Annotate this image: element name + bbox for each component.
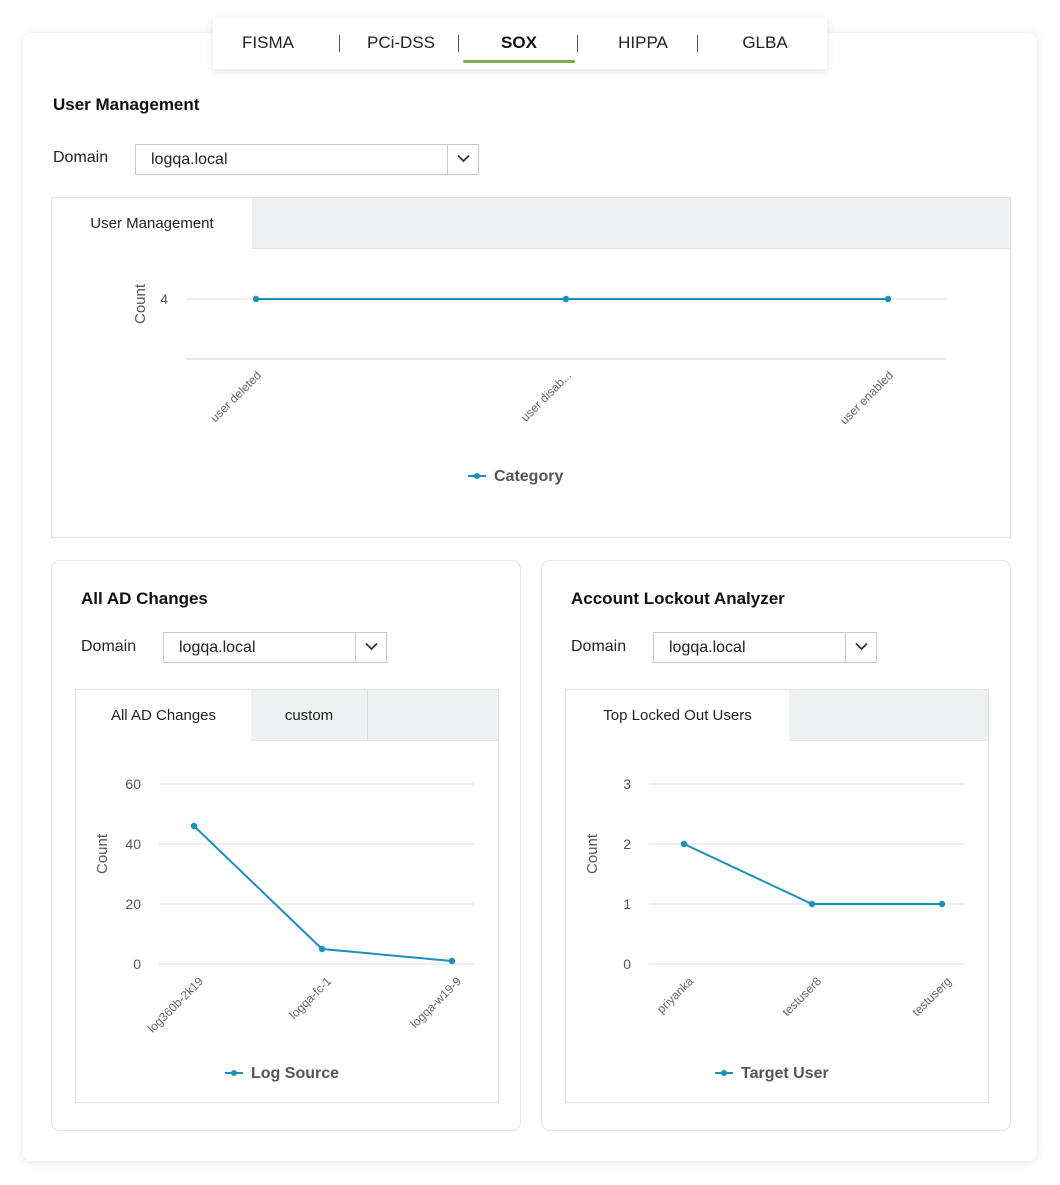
compliance-tab-bar	[213, 18, 827, 69]
all-ad-changes-card	[51, 560, 521, 1131]
user-management-title: User Management	[53, 95, 200, 114]
x-tick-label: logqa-fc-1	[286, 974, 335, 1022]
y-tick-label: 60	[125, 776, 141, 792]
tab-separator	[339, 35, 340, 52]
ad-changes-domain-select[interactable]	[163, 632, 387, 663]
x-tick-label: priyanka	[654, 974, 697, 1017]
tab-separator	[458, 35, 459, 52]
panel-tab-user-management[interactable]: User Management	[52, 198, 252, 249]
legend-marker	[474, 473, 480, 479]
y-tick-label: 0	[133, 956, 141, 972]
panel-tab-top-locked-out-users[interactable]: Top Locked Out Users	[566, 690, 789, 741]
data-point	[809, 901, 815, 907]
y-tick-label: 0	[623, 956, 631, 972]
y-axis-label: Count	[584, 833, 601, 875]
lockout-panel	[565, 689, 989, 1103]
data-point	[939, 901, 945, 907]
user-management-domain-select[interactable]	[135, 144, 479, 175]
tab-fisma[interactable]: FISMA	[242, 33, 294, 52]
ad-changes-panel	[75, 689, 499, 1103]
y-axis-label: Count	[94, 833, 111, 875]
chevron-down-icon[interactable]	[845, 633, 876, 662]
legend-label: Log Source	[251, 1065, 340, 1082]
lockout-chart	[566, 742, 988, 1103]
domain-select-value: logqa.local	[669, 639, 746, 656]
data-point	[449, 958, 455, 964]
panel-tab-strip	[52, 198, 1010, 249]
domain-select-value: logqa.local	[151, 151, 228, 168]
domain-label: Domain	[53, 149, 109, 166]
legend-marker	[721, 1070, 727, 1076]
data-point	[563, 296, 569, 302]
legend-marker	[231, 1070, 237, 1076]
tab-pci-dss[interactable]: PCi-DSS	[366, 33, 435, 52]
tab-separator	[577, 35, 578, 52]
x-tick-label: user enabled	[837, 368, 897, 428]
x-tick-label: testuser8	[779, 974, 825, 1020]
tab-sox[interactable]: SOX	[501, 33, 537, 52]
y-tick-label: 4	[160, 291, 168, 307]
x-tick-label: logqa-w19-9	[407, 974, 465, 1031]
data-point	[681, 841, 687, 847]
x-tick-label: user deleted	[207, 368, 265, 425]
y-tick-label: 1	[623, 896, 631, 912]
tab-separator	[697, 35, 698, 52]
chevron-down-icon[interactable]	[447, 145, 478, 174]
ad-changes-chart	[76, 742, 498, 1103]
y-axis-label: Count	[132, 283, 149, 325]
sox-dashboard-card	[23, 33, 1037, 1161]
panel-tab-strip	[76, 690, 498, 741]
panel-tab-all-ad-changes[interactable]: All AD Changes	[76, 690, 251, 741]
legend-label: Category	[494, 468, 564, 485]
tab-hippa[interactable]: HIPPA	[618, 33, 668, 52]
active-tab-indicator	[463, 60, 575, 63]
data-point	[191, 823, 197, 829]
account-lockout-title: Account Lockout Analyzer	[571, 589, 785, 608]
x-tick-label: log360b-2k19	[144, 974, 207, 1036]
y-tick-label: 40	[125, 836, 141, 852]
data-point	[319, 946, 325, 952]
series-line	[194, 826, 452, 961]
data-point	[885, 296, 891, 302]
user-management-chart	[52, 250, 1010, 538]
data-point	[253, 296, 259, 302]
domain-label: Domain	[571, 638, 627, 655]
x-tick-label: testuserg	[909, 974, 955, 1020]
panel-tab-custom[interactable]: custom	[251, 690, 368, 741]
y-tick-label: 20	[125, 896, 141, 912]
domain-label: Domain	[81, 638, 137, 655]
x-tick-label: user disab...	[517, 368, 575, 425]
legend-label: Target User	[741, 1065, 829, 1082]
user-management-panel	[51, 197, 1011, 538]
panel-tab-strip	[566, 690, 988, 741]
series-line	[684, 844, 942, 904]
account-lockout-card	[541, 560, 1011, 1131]
chevron-down-icon[interactable]	[355, 633, 386, 662]
domain-select-value: logqa.local	[179, 639, 256, 656]
tab-glba[interactable]: GLBA	[742, 33, 788, 52]
y-tick-label: 3	[623, 776, 631, 792]
y-tick-label: 2	[623, 836, 631, 852]
lockout-domain-select[interactable]	[653, 632, 877, 663]
all-ad-changes-title: All AD Changes	[81, 589, 208, 608]
